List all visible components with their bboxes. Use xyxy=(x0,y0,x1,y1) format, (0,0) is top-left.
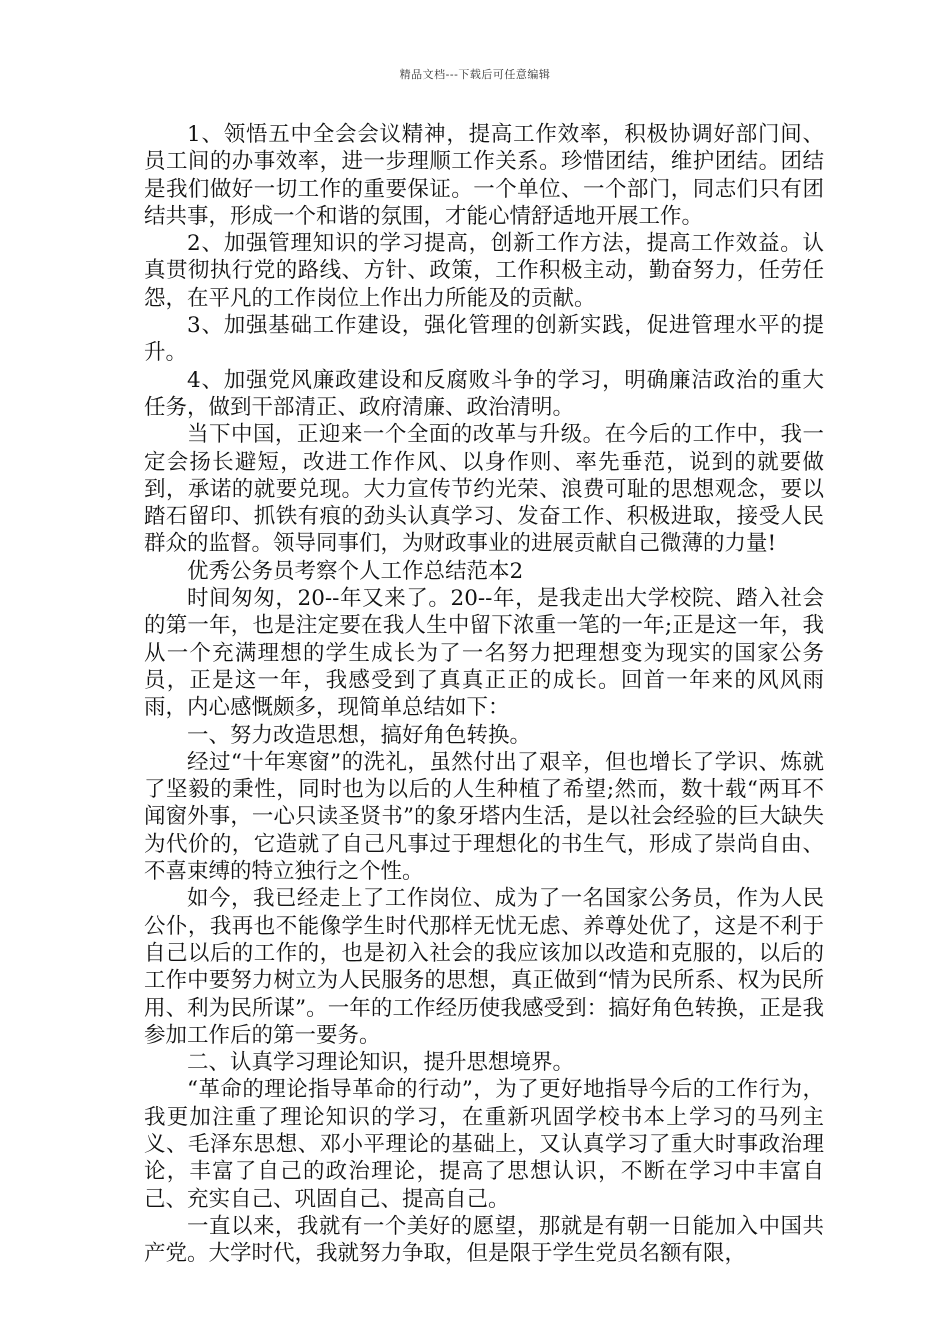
paragraph-1: 1、领悟五中全会会议精神，提高工作效率，积极协调好部门间、员工间的办事效率，进一步理顺工作关系。珍惜团结，维护团结。团结是我们做好一切工作的重要保证。一个单位、一个部门，同志们只有团结共事，形成一个和谐的氛围，才能心情舒适地开展工作。 xyxy=(144,122,824,229)
paragraph-5: 当下中国，正迎来一个全面的改革与升级。在今后的工作中，我一定会扬长避短，改进工作作风、以身作则、率先垂范，说到的就要做到，承诺的就要兑现。大力宣传节约光荣、浪费可耻的思想观念，要以踏石留印、抓铁有痕的劲头认真学习、发奋工作、积极进取，接受人民群众的监督。领导同事们，为财政事业的进展贡献自己微薄的力量! xyxy=(144,422,824,557)
paragraph-8: 如今，我已经走上了工作岗位、成为了一名国家公务员，作为人民公仆，我再也不能像学生时代那样无忧无虑、养尊处优了，这是不利于自己以后的工作的，也是初入社会的我应该加以改造和克服的，以后的工作中要努力树立为人民服务的思想，真正做到“情为民所系、权为民所用、利为民所谋”。一年的工作经历使我感受到：搞好角色转换，正是我参加工作后的第一要务。 xyxy=(144,886,824,1048)
paragraph-4: 4、加强党风廉政建设和反腐败斗争的学习，明确廉洁政治的重大任务，做到干部清正、政府清廉、政治清明。 xyxy=(144,367,824,420)
paragraph-2: 2、加强管理知识的学习提高，创新工作方法，提高工作效益。认真贯彻执行党的路线、方针、政策，工作积极主动，勤奋努力，任劳任怨，在平凡的工作岗位上作出力所能及的贡献。 xyxy=(144,231,824,311)
heading-1: 一、努力改造思想，搞好角色转换。 xyxy=(187,722,532,748)
paragraph-6: 时间匆匆，20--年又来了。20--年，是我走出大学校院、踏入社会的第一年，也是注定要在我人生中留下浓重一笔的一年;正是这一年，我从一个充满理想的学生成长为了一名努力把理想变为现实的国家公务员，正是这一年，我感受到了真真正正的成长。回首一年来的风风雨雨，内心感慨颇多，现简单总结如下： xyxy=(144,586,824,721)
paragraph-9: “革命的理论指导革命的行动”，为了更好地指导今后的工作行为，我更加注重了理论知识的学习，在重新巩固学校书本上学习的马列主义、毛泽东思想、邓小平理论的基础上，又认真学习了重大时事政治理论，丰富了自己的政治理论，提高了思想认识，不断在学习中丰富自己、充实自己、巩固自己、提高自己。 xyxy=(144,1077,824,1212)
paragraph-3: 3、加强基础工作建设，强化管理的创新实践，促进管理水平的提升。 xyxy=(144,313,824,366)
paragraph-7: 经过“十年寒窗”的洗礼，虽然付出了艰辛，但也增长了学识、炼就了坚毅的秉性，同时也为以后的人生种植了希望;然而，数十载“两耳不闻窗外事，一心只读圣贤书”的象牙塔内生活，是以社会经验的巨大缺失为代价的，它造就了自己凡事过于理想化的书生气，形成了崇尚自由、不喜束缚的特立独行之个性。 xyxy=(144,749,824,885)
section-title: 优秀公务员考察个人工作总结范本2 xyxy=(187,558,524,584)
heading-2: 二、认真学习理论知识，提升思想境界。 xyxy=(187,1050,575,1076)
paragraph-10: 一直以来，我就有一个美好的愿望，那就是有朝一日能加入中国共产党。大学时代，我就努力争取，但是限于学生党员名额有限， xyxy=(144,1213,824,1267)
page-header: 精品文档---下载后可任意编辑 xyxy=(399,68,551,81)
document-body xyxy=(144,121,824,1267)
